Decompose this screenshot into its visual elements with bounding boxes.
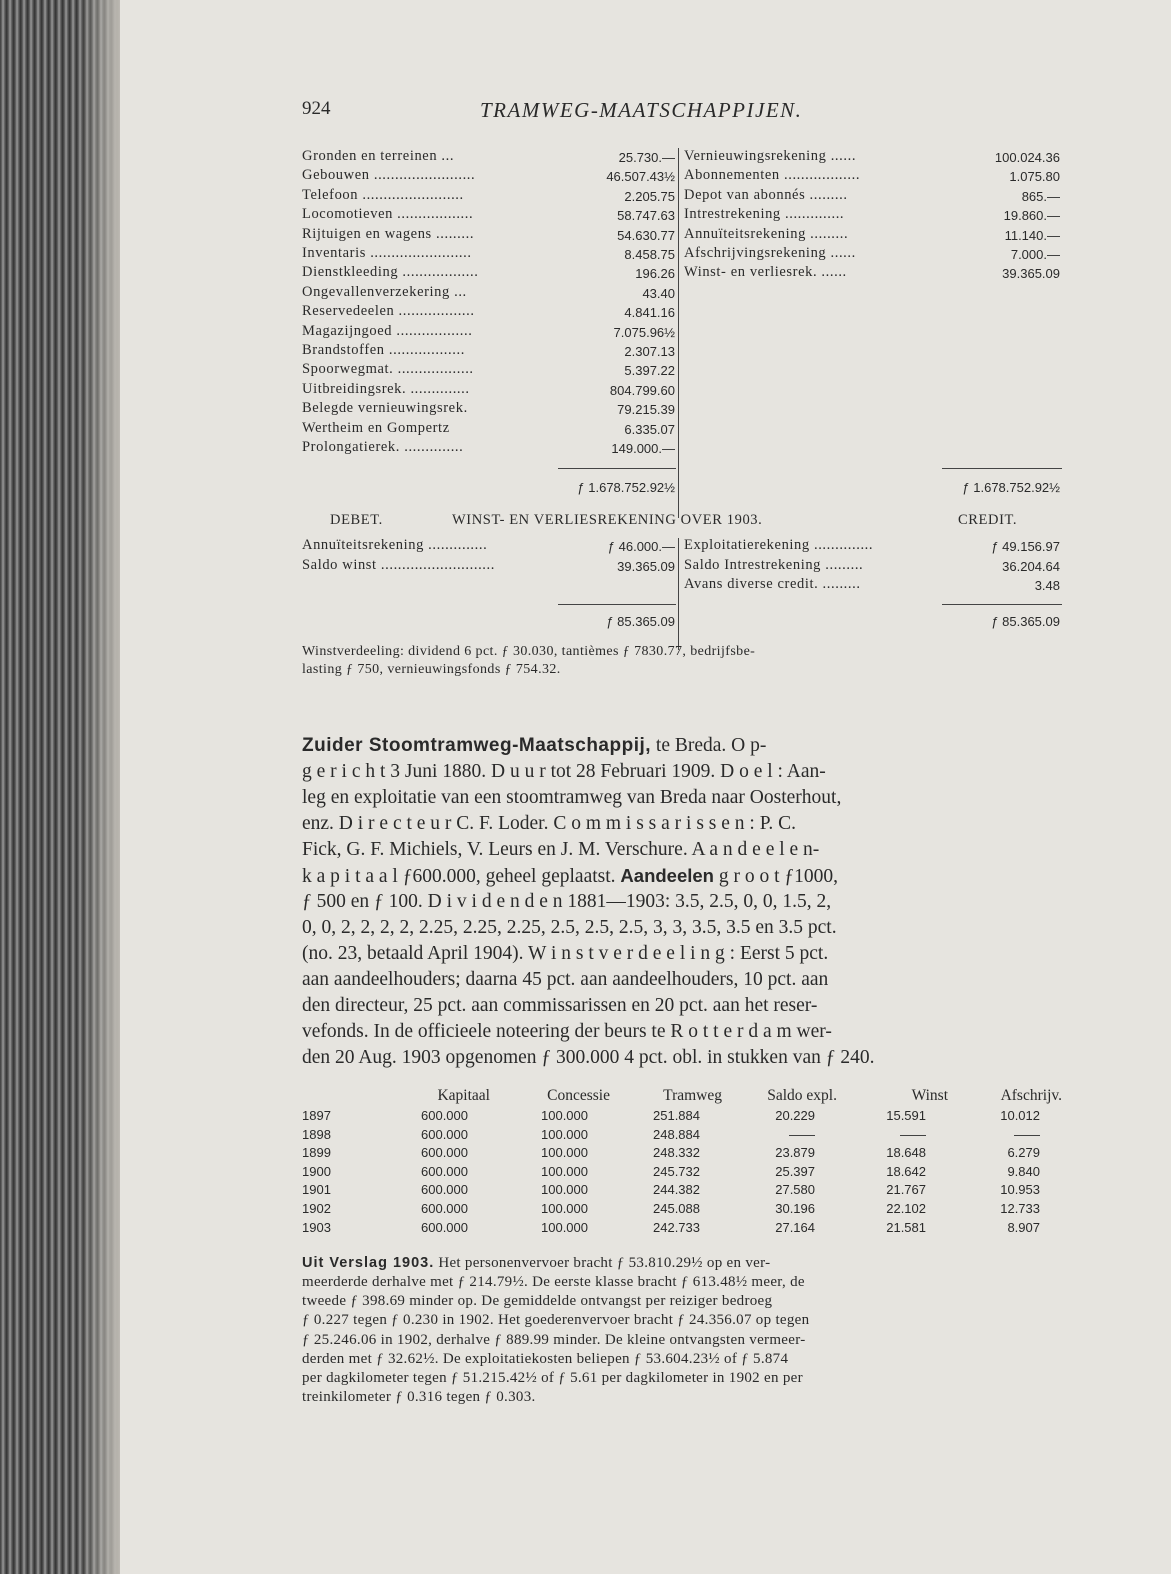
table-cell: 100.000 [541, 1163, 588, 1179]
balance-liability-label: Abonnementen .................. [684, 167, 861, 184]
pl-total-rule-left [558, 604, 676, 605]
balance-asset-label: Gebouwen ........................ [302, 167, 476, 184]
balance-liability-label: Winst- en verliesrek. ...... [684, 264, 847, 281]
balance-liability-value: 865.— [1021, 188, 1060, 204]
table-cell: 21.767 [886, 1182, 926, 1198]
balance-asset-label: Uitbreidingsrek. .............. [302, 380, 470, 397]
balance-asset-value: 5.397.22 [624, 363, 675, 379]
pl-credit-value: ƒ 49.156.97 [991, 539, 1060, 554]
table-cell: 600.000 [421, 1126, 468, 1142]
table-cell: —— [1014, 1126, 1040, 1142]
page-number: 924 [302, 98, 331, 119]
article-line-10: aan aandeelhouders; daarna 45 pct. aan aandeelhouders, 10 pct. aan [302, 969, 829, 990]
balance-asset-label: Spoorwegmat. .................. [302, 361, 474, 378]
table-column-header: Winst [911, 1087, 948, 1104]
balance-liability-label: Intrestrekening .............. [684, 206, 845, 223]
table-year: 1898 [302, 1126, 331, 1142]
table-cell: 100.000 [541, 1126, 588, 1142]
table-year: 1899 [302, 1145, 331, 1161]
balance-asset-value: 4.841.16 [624, 305, 675, 321]
balance-asset-label: Prolongatierek. .............. [302, 439, 464, 455]
table-cell: 12.733 [1000, 1201, 1040, 1216]
table-column-header: Saldo expl. [767, 1087, 837, 1104]
report-line: meerderde derhalve met ƒ 214.79½. De eerste klasse bracht ƒ 613.48½ meer, de [302, 1274, 805, 1290]
article-line-4: enz. D i r e c t e u r C. F. Loder. C o m m i s s a r i s s e n : P. C. [302, 813, 797, 834]
table-cell: —— [789, 1126, 815, 1142]
balance-asset-label: Brandstoffen .................. [302, 342, 465, 358]
balance-asset-label: Locomotieven .................. [302, 206, 474, 223]
balance-total-rule-right [942, 468, 1062, 469]
balance-asset-value: 804.799.60 [609, 382, 675, 398]
article-line-5: Fick, G. F. Michiels, V. Leurs en J. M. Verschure. A a n d e e l e n- [302, 839, 820, 860]
table-year: 1902 [302, 1201, 331, 1216]
report-line: ƒ 0.227 tegen ƒ 0.230 in 1902. Het goederenvervoer bracht ƒ 24.356.07 op tegen [302, 1312, 810, 1329]
pl-total-left: ƒ 85.365.09 [606, 614, 675, 629]
table-cell: 600.000 [421, 1145, 468, 1161]
report-line: tweede ƒ 398.69 minder op. De gemiddelde ontvangst per reiziger bedroeg [302, 1293, 773, 1310]
balance-asset-label: Reservedeelen .................. [302, 303, 475, 320]
company-name: Zuider Stoomtramweg-Maatschappij, [302, 735, 652, 756]
article-line-1 [302, 735, 1062, 757]
table-cell: 600.000 [421, 1163, 468, 1179]
balance-asset-label: Telefoon ........................ [302, 186, 464, 203]
table-cell: 27.164 [775, 1219, 815, 1235]
pl-debit-value: 39.365.09 [617, 558, 675, 574]
table-cell: 30.196 [775, 1201, 815, 1216]
balance-asset-label: Inventaris ........................ [302, 245, 472, 261]
report-line: treinkilometer ƒ 0.316 tegen ƒ 0.303. [302, 1389, 536, 1406]
balance-liability-label: Vernieuwingsrekening ...... [684, 148, 857, 164]
table-cell: 248.332 [653, 1145, 700, 1161]
balance-asset-label: Magazijngoed .................. [302, 322, 473, 339]
report-text: Het personenvervoer bracht ƒ 53.810.29½ op en ver- [434, 1255, 771, 1271]
table-year: 1900 [302, 1163, 331, 1179]
report-line: ƒ 25.246.06 in 1902, derhalve ƒ 889.99 minder. De kleine ontvangsten vermeer- [302, 1331, 806, 1348]
article-line-7: ƒ 500 en ƒ 100. D i v i d e n d e n 1881—1903: 3.5, 2.5, 0, 0, 1.5, 2, [302, 891, 832, 912]
table-cell: 9.840 [1007, 1163, 1040, 1179]
article-line-12: vefonds. In de officieele noteering der beurs te R o t t e r d a m wer- [302, 1021, 832, 1042]
report-line: derden met ƒ 32.62½. De exploitatiekosten beliepen ƒ 53.604.23½ of ƒ 5.874 [302, 1350, 789, 1367]
balance-asset-value: 7.075.96½ [613, 324, 675, 340]
table-cell: 8.907 [1007, 1219, 1040, 1235]
table-cell: 21.581 [886, 1219, 926, 1235]
table-cell: 23.879 [775, 1145, 815, 1161]
book-spine [0, 0, 120, 1574]
balance-asset-value: 149.000.— [611, 441, 675, 456]
balance-asset-value: 58.747.63 [617, 208, 675, 224]
pl-total-rule-right [942, 604, 1062, 605]
table-cell: 100.000 [541, 1108, 588, 1123]
article-text: te Breda. O p- [651, 735, 767, 756]
table-cell: 600.000 [421, 1182, 468, 1198]
table-cell: 244.382 [653, 1182, 700, 1198]
balance-asset-label: Belegde vernieuwingsrek. [302, 400, 468, 417]
table-cell: —— [900, 1126, 926, 1142]
table-year: 1903 [302, 1219, 331, 1235]
balance-liability-value: 19.860.— [1003, 208, 1060, 224]
table-column-header: Kapitaal [437, 1087, 490, 1104]
table-cell: 20.229 [775, 1108, 815, 1123]
pl-debet: DEBET. [330, 512, 383, 528]
pl-debit-label: Annuïteitsrekening .............. [302, 537, 488, 553]
pl-debit-value: ƒ 46.000.— [607, 539, 675, 554]
balance-asset-value: 25.730.— [618, 150, 675, 165]
table-cell: 100.000 [541, 1219, 588, 1235]
table-cell: 18.642 [886, 1163, 926, 1179]
table-year: 1901 [302, 1182, 331, 1198]
balance-asset-value: 196.26 [635, 266, 675, 282]
pl-title: WINST- EN VERLIESREKENING OVER 1903. [452, 512, 763, 528]
table-cell: 22.102 [886, 1201, 926, 1216]
table-cell: 6.279 [1007, 1145, 1040, 1161]
table-cell: 15.591 [886, 1108, 926, 1123]
balance-asset-value: 2.205.75 [624, 188, 675, 204]
table-column-header: Afschrijv. [1000, 1087, 1062, 1104]
balance-asset-value: 79.215.39 [617, 402, 675, 418]
table-cell: 248.884 [653, 1126, 700, 1142]
report-line-1 [302, 1255, 1062, 1272]
balance-liability-label: Depot van abonnés ......... [684, 186, 848, 203]
table-cell: 100.000 [541, 1201, 588, 1216]
balance-total-left: ƒ 1.678.752.92½ [577, 480, 675, 495]
table-cell: 245.732 [653, 1163, 700, 1179]
table-cell: 25.397 [775, 1163, 815, 1179]
balance-asset-label: Ongevallenverzekering ... [302, 283, 467, 300]
balance-asset-value: 43.40 [642, 285, 675, 301]
table-cell: 10.953 [1000, 1182, 1040, 1198]
balance-divider [678, 148, 679, 518]
balance-asset-label: Rijtuigen en wagens ......... [302, 225, 475, 242]
table-cell: 242.733 [653, 1219, 700, 1235]
article-text: k a p i t a a l ƒ600.000, geheel geplaatst. [302, 866, 621, 887]
balance-asset-value: 46.507.43½ [606, 169, 675, 185]
table-cell: 18.648 [886, 1145, 926, 1161]
table-cell: 600.000 [421, 1108, 468, 1123]
balance-liability-label: Afschrijvingsrekening ...... [684, 245, 856, 261]
balance-liability-value: 39.365.09 [1002, 266, 1060, 282]
pl-note-2: lasting ƒ 750, vernieuwingsfonds ƒ 754.32. [302, 662, 561, 677]
pl-credit: CREDIT. [958, 512, 1018, 528]
pl-credit-value: 3.48 [1034, 578, 1060, 593]
article-line-13: den 20 Aug. 1903 opgenomen ƒ 300.000 4 pct. obl. in stukken van ƒ 240. [302, 1047, 875, 1068]
balance-liability-value: 100.024.36 [994, 150, 1060, 165]
pl-divider [678, 538, 679, 650]
running-title: TRAMWEG-MAATSCHAPPIJEN. [480, 98, 803, 122]
table-cell: 10.012 [1000, 1108, 1040, 1123]
table-year: 1897 [302, 1108, 331, 1123]
balance-asset-value: 2.307.13 [624, 344, 675, 359]
balance-total-right: ƒ 1.678.752.92½ [962, 480, 1060, 495]
table-cell: 251.884 [653, 1108, 700, 1123]
balance-total-rule-left [558, 468, 676, 469]
article-line-8: 0, 0, 2, 2, 2, 2, 2.25, 2.25, 2.25, 2.5, 2.5, 2.5, 3, 3, 3.5, 3.5 en 3.5 pct. [302, 917, 837, 938]
article-text: g r o o t ƒ1000, [713, 866, 839, 887]
pl-credit-value: 36.204.64 [1002, 558, 1060, 574]
pl-credit-label: Saldo Intrestrekening ......... [684, 556, 864, 573]
table-column-header: Concessie [547, 1087, 610, 1104]
table-cell: 27.580 [775, 1182, 815, 1198]
balance-liability-value: 11.140.— [1004, 227, 1060, 243]
article-line-3: leg en exploitatie van een stoomtramweg van Breda naar Oosterhout, [302, 787, 842, 808]
balance-asset-label: Dienstkleeding .................. [302, 264, 479, 281]
pl-total-right: ƒ 85.365.09 [991, 614, 1060, 629]
pl-credit-label: Avans diverse credit. ......... [684, 576, 861, 592]
table-cell: 100.000 [541, 1145, 588, 1161]
report-heading: Uit Verslag 1903. [302, 1255, 435, 1271]
balance-asset-value: 54.630.77 [617, 227, 675, 243]
article-line-6 [302, 865, 1062, 888]
table-cell: 600.000 [421, 1219, 468, 1235]
pl-debit-label: Saldo winst ........................... [302, 556, 495, 573]
article-line-11: den directeur, 25 pct. aan commissarissen en 20 pct. aan het reser- [302, 995, 818, 1016]
balance-asset-label: Gronden en terreinen ... [302, 148, 455, 164]
article-line-9: (no. 23, betaald April 1904). W i n s t v e r d e e l i n g : Eerst 5 pct. [302, 943, 829, 964]
table-cell: 100.000 [541, 1182, 588, 1198]
pl-credit-label: Exploitatierekening .............. [684, 537, 874, 553]
pl-note-1: Winstverdeeling: dividend 6 pct. ƒ 30.030, tantièmes ƒ 7830.77, bedrijfsbe- [302, 644, 756, 659]
balance-liability-value: 1.075.80 [1009, 169, 1060, 185]
balance-asset-value: 8.458.75 [624, 247, 675, 262]
balance-liability-label: Annuïteitsrekening ......... [684, 225, 849, 242]
report-line: per dagkilometer tegen ƒ 51.215.42½ of ƒ 5.61 per dagkilometer in 1902 en per [302, 1370, 803, 1386]
aandeelen-heading: Aandeelen [620, 865, 714, 886]
table-cell: 600.000 [421, 1201, 468, 1216]
balance-asset-label: Wertheim en Gompertz [302, 419, 450, 436]
article-line-2: g e r i c h t 3 Juni 1880. D u u r tot 28 Februari 1909. D o e l : Aan- [302, 761, 826, 782]
balance-asset-value: 6.335.07 [624, 421, 675, 437]
table-column-header: Tramweg [663, 1087, 722, 1104]
table-cell: 245.088 [653, 1201, 700, 1216]
balance-liability-value: 7.000.— [1010, 247, 1060, 262]
